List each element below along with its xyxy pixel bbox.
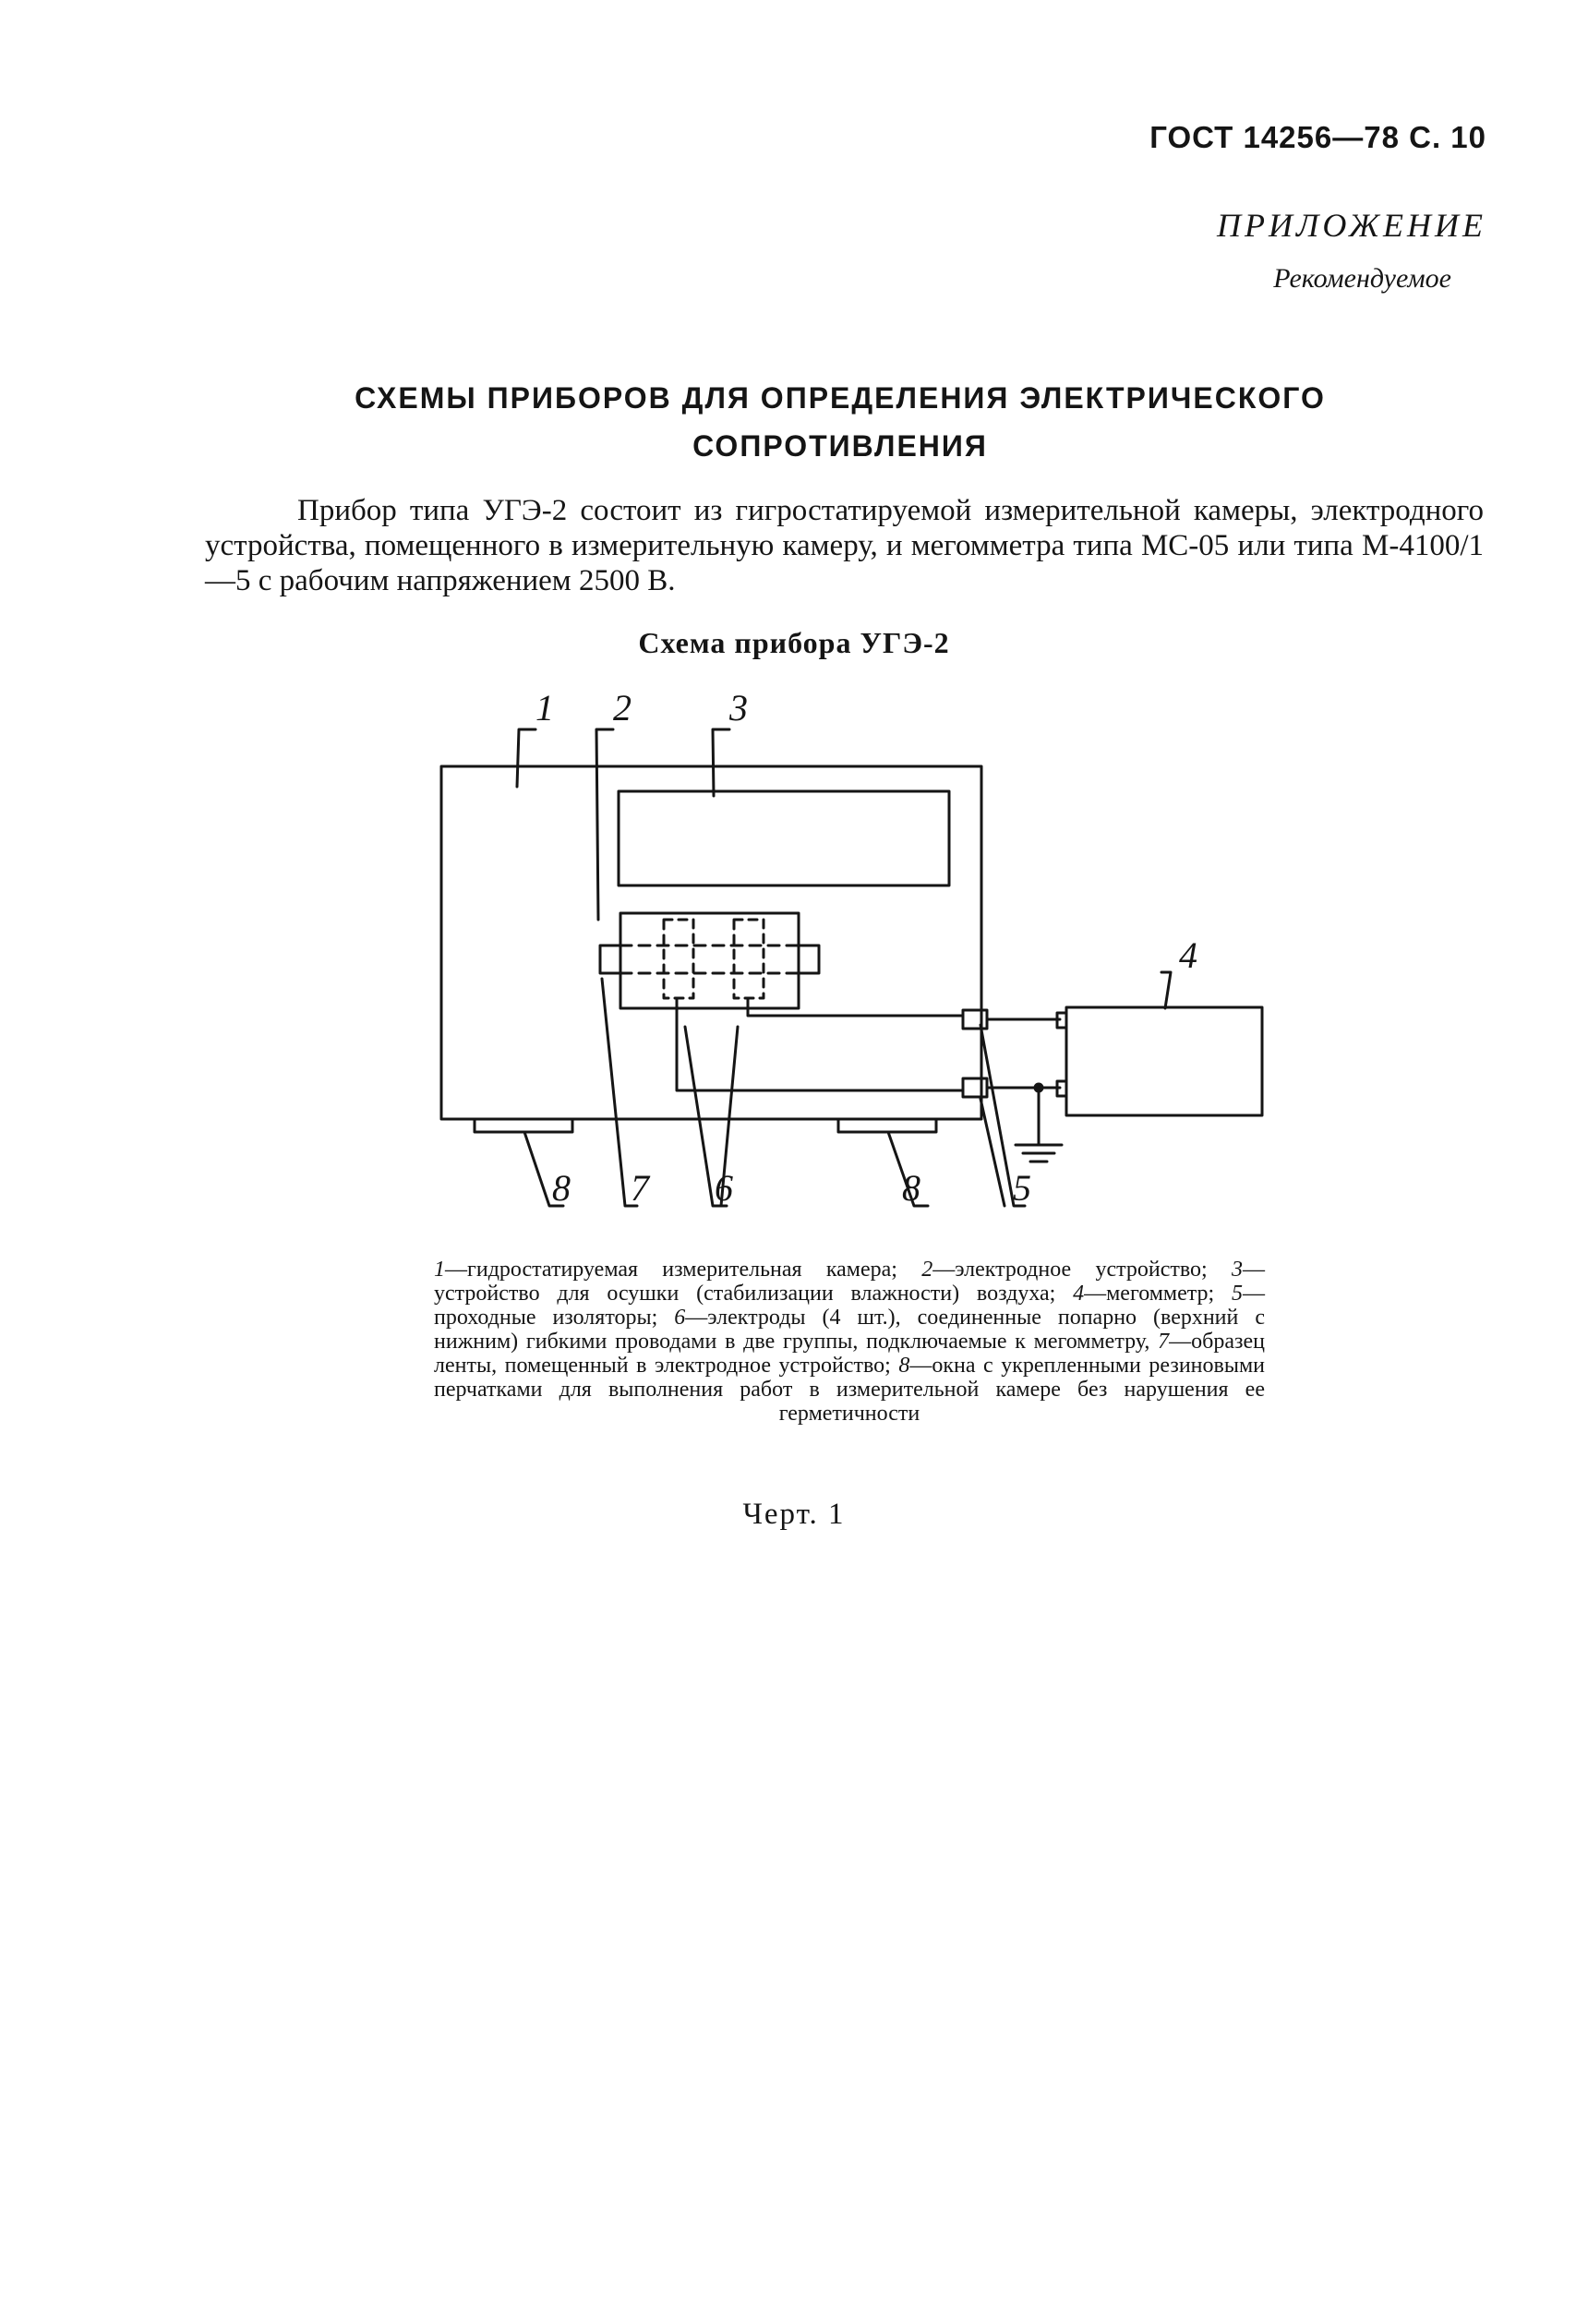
callout-5: 5 [1013,1167,1031,1209]
meter-terminal-lower [1057,1081,1066,1096]
appendix-subtitle: Рекомендуемое [1273,263,1451,294]
legend-text-7: —образец ленты, помещенный в электродное устройство; [434,1330,1265,1378]
glove-window-left [475,1119,572,1132]
wire-lower [677,998,963,1090]
leader-lines [517,729,1171,1206]
electrodes [664,920,764,998]
callout-8-right: 8 [902,1167,920,1209]
legend-text-3: —устройство для осушки (стабилизации влажности) воздуха; [434,1258,1265,1306]
callout-6: 6 [715,1167,733,1209]
legend-num-3: 3 [1232,1258,1243,1282]
megohmmeter-outline [1066,1007,1262,1115]
scheme-title: Схема прибора УГЭ-2 [638,626,950,659]
insulator-lower [963,1078,987,1097]
appendix-title: ПРИЛОЖЕНИЕ [1217,207,1486,244]
drying-device-outline [619,791,949,885]
figure-caption: Черт. 1 [742,1498,846,1531]
legend-num-1: 1 [434,1258,445,1282]
intro-paragraph: Прибор типа УГЭ-2 состоит из гигростатируемой измерительной камеры, электродного устройства, помещенного в измерительную камеру, и мегомметра типа МС-05 или типа М-4100/1—5 с рабочим напряжением 2500 В. [205,494,1484,597]
callout-1: 1 [535,687,554,729]
legend-num-4: 4 [1073,1282,1085,1306]
callout-2: 2 [613,687,632,729]
sample-end-right [799,945,819,973]
legend-text-4: —мегомметр; [1084,1282,1232,1306]
page-header: ГОСТ 14256—78 С. 10 [1149,120,1486,154]
legend-num-5: 5 [1232,1282,1243,1306]
section-title-line1: СХЕМЫ ПРИБОРОВ ДЛЯ ОПРЕДЕЛЕНИЯ ЭЛЕКТРИЧЕСКОГО [355,381,1326,415]
figure-legend [434,1258,1265,1426]
legend-text-1: —гидростатируемая измерительная камера; [445,1258,922,1282]
legend-num-6: 6 [674,1306,686,1330]
legend-text-8: —окна с укрепленными резиновыми перчатками для выполнения работ в измерительной камере без нарушения ее герметичности [434,1354,1265,1426]
legend-num-2: 2 [921,1258,933,1282]
electrode-device-outline [620,913,799,1008]
chamber-outline [441,766,981,1119]
callout-7: 7 [631,1167,649,1209]
legend-num-8: 8 [898,1354,910,1378]
legend-text-2: —электродное устройство; [932,1258,1232,1282]
meter-terminal-upper [1057,1013,1066,1028]
insulator-upper [963,1010,987,1029]
callout-4: 4 [1179,934,1197,976]
legend-num-7: 7 [1158,1330,1170,1354]
ground-symbol [1016,1088,1062,1162]
legend-text-6: —электроды (4 шт.), соединенные попарно (верхний с нижним) гибкими проводами в две группы, подключаемые к мегомметру, [434,1306,1265,1354]
callout-8-left: 8 [552,1167,571,1209]
callout-3: 3 [729,687,748,729]
glove-window-right [838,1119,936,1132]
section-title-line2: СОПРОТИВЛЕНИЯ [692,429,988,463]
sample-tape [620,945,799,973]
sample-end-left [600,945,620,973]
legend-text-5: —проходные изоляторы; [434,1282,1265,1330]
